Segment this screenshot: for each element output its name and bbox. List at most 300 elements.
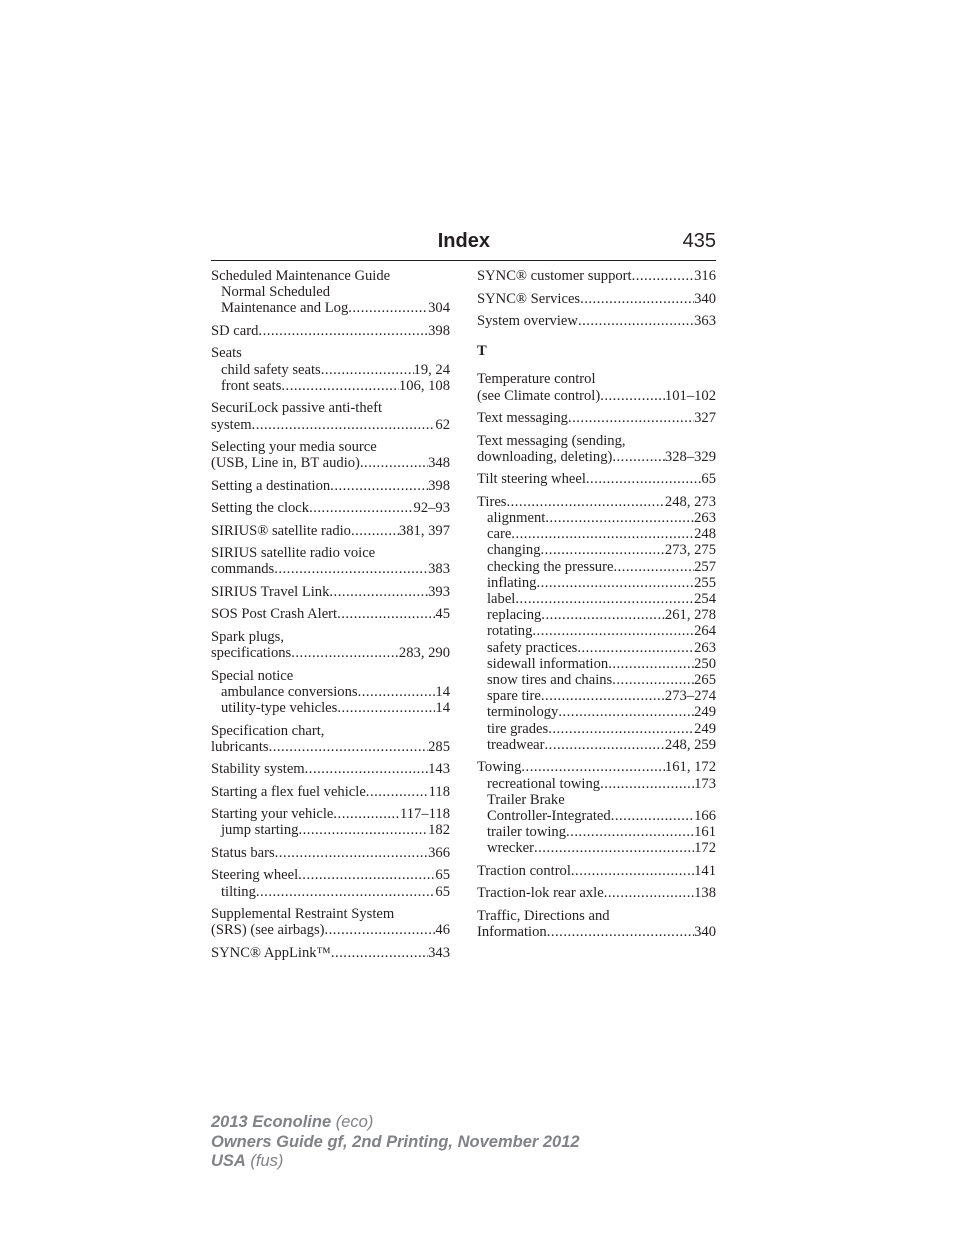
index-entry	[477, 371, 716, 403]
index-term: trailer towing	[487, 824, 567, 841]
dot-leader	[258, 323, 428, 339]
index-term: SIRIUS Travel Link	[211, 583, 330, 600]
index-term: Temperature control	[477, 371, 596, 388]
dot-leader	[547, 924, 694, 940]
index-term-line	[211, 784, 450, 800]
dot-leader	[351, 523, 399, 539]
index-term: recreational towing	[487, 775, 601, 792]
dot-leader	[506, 494, 664, 510]
dot-leader	[566, 824, 694, 840]
index-term: wrecker	[487, 840, 534, 857]
index-term: ambulance conversions	[221, 683, 358, 700]
index-page-ref: 141	[694, 862, 716, 879]
index-page-ref: 19, 24	[413, 361, 450, 378]
index-term-line	[477, 410, 716, 426]
index-page-ref: 101–102	[664, 387, 716, 404]
index-term: downloading, deleting)	[477, 448, 613, 465]
index-entry	[477, 494, 716, 753]
index-term-line	[211, 439, 450, 455]
index-entry	[211, 400, 450, 432]
right-s-entries	[477, 268, 716, 329]
index-subentry	[211, 362, 450, 378]
index-term: Special notice	[211, 667, 294, 684]
index-column-right	[477, 268, 716, 947]
index-page-ref: 363	[694, 313, 716, 329]
dot-leader	[604, 885, 694, 901]
dot-leader	[541, 688, 665, 704]
dot-leader	[337, 700, 435, 716]
index-page-ref: 340	[694, 290, 716, 307]
index-page-ref: 304	[428, 300, 450, 317]
dot-leader	[541, 542, 665, 558]
dot-leader	[577, 640, 694, 656]
index-term: Steering wheel	[211, 867, 299, 884]
index-page-ref: 327	[694, 410, 716, 427]
index-page-ref: 340	[694, 924, 716, 941]
index-term: commands	[211, 561, 275, 578]
index-term: system	[211, 416, 252, 433]
index-term: Status bars	[211, 844, 275, 861]
dot-leader	[612, 672, 694, 688]
index-subentry	[477, 721, 716, 737]
index-subentry	[477, 623, 716, 639]
index-term-line	[477, 268, 716, 284]
index-entry	[211, 345, 450, 394]
index-term: Towing	[477, 759, 522, 776]
index-term-line	[477, 908, 716, 924]
index-term-line	[211, 945, 450, 961]
index-subentry	[477, 808, 716, 824]
index-term: Tilt steering wheel	[477, 471, 586, 488]
dot-leader	[298, 822, 428, 838]
dot-leader	[536, 575, 694, 591]
index-term-line	[477, 388, 716, 404]
index-term: front seats	[221, 377, 282, 394]
index-page-ref: 14	[435, 700, 450, 717]
index-term: changing	[487, 542, 541, 559]
index-subentry	[477, 737, 716, 753]
index-term-line	[477, 759, 716, 775]
index-subentry	[477, 510, 716, 526]
index-term: Trailer Brake	[487, 791, 565, 808]
left-entries	[211, 268, 450, 961]
index-term: lubricants	[211, 738, 269, 755]
footer-printing: Owners Guide gf, 2nd Printing, November 2012	[211, 1132, 580, 1151]
index-term-line	[477, 433, 716, 449]
index-term-line	[211, 268, 450, 284]
index-term: SOS Post Crash Alert	[211, 606, 338, 623]
index-term: (USB, Line in, BT audio)	[211, 455, 360, 472]
index-page-ref: 263	[694, 639, 716, 656]
dot-leader	[545, 510, 694, 526]
index-term: Setting a destination	[211, 477, 331, 494]
index-entry	[477, 410, 716, 426]
index-entry	[211, 629, 450, 661]
index-page-ref: 273–274	[664, 688, 716, 705]
index-term: sidewall information	[487, 655, 609, 672]
index-entry	[211, 584, 450, 600]
index-term-line	[211, 545, 450, 561]
index-term-line	[211, 845, 450, 861]
index-subentry	[211, 284, 450, 300]
index-term: Traction control	[477, 862, 571, 879]
dot-leader	[611, 808, 694, 824]
dot-leader	[580, 291, 694, 307]
index-subentry	[477, 824, 716, 840]
index-term: SYNC® AppLink™	[211, 944, 331, 961]
index-page-ref: 249	[694, 704, 716, 721]
index-subentry	[477, 559, 716, 575]
index-term: specifications	[211, 645, 292, 662]
index-term: Text messaging (sending,	[477, 432, 626, 449]
index-entry	[211, 323, 450, 339]
index-term: SIRIUS® satellite radio	[211, 522, 351, 539]
index-page-ref: 166	[694, 807, 716, 824]
dot-leader	[511, 526, 694, 542]
dot-leader	[321, 362, 414, 378]
index-subentry	[477, 575, 716, 591]
index-term-line	[211, 323, 450, 339]
index-term-line	[477, 371, 716, 387]
index-term-line	[211, 645, 450, 661]
dot-leader	[632, 268, 695, 284]
index-term: Stability system	[211, 761, 305, 778]
index-entry	[211, 906, 450, 938]
index-page-ref: 45	[435, 606, 450, 623]
index-page-ref: 398	[428, 477, 450, 494]
index-term: utility-type vehicles	[221, 700, 338, 717]
index-term: checking the pressure	[487, 558, 614, 575]
index-term-line	[211, 606, 450, 622]
index-entry	[477, 471, 716, 487]
dot-leader	[331, 945, 428, 961]
index-term: Specification chart,	[211, 722, 325, 739]
index-subentry	[477, 840, 716, 856]
dot-leader	[600, 776, 694, 792]
dot-leader	[348, 300, 428, 316]
footer-model: 2013 Econoline	[211, 1113, 332, 1131]
index-subentry	[477, 607, 716, 623]
index-term-line	[477, 449, 716, 465]
index-term: rotating	[487, 623, 533, 640]
index-page-ref: 249	[694, 720, 716, 737]
index-term-line	[477, 863, 716, 879]
page-header	[211, 230, 716, 261]
index-page-ref: 92–93	[413, 500, 450, 517]
dot-leader	[521, 759, 665, 775]
dot-leader	[269, 739, 429, 755]
index-term-line	[477, 291, 716, 307]
dot-leader	[613, 559, 694, 575]
index-term-line	[211, 584, 450, 600]
index-entry	[211, 268, 450, 317]
index-page-ref: 65	[435, 867, 450, 884]
index-term: Traction-lok rear axle	[477, 885, 604, 902]
dot-leader	[515, 591, 694, 607]
index-page-ref: 65	[435, 883, 450, 900]
index-term: Text messaging	[477, 410, 568, 427]
dot-leader	[256, 884, 436, 900]
index-subentry	[211, 884, 450, 900]
page-number: 435	[682, 230, 716, 252]
index-page-ref: 161	[694, 824, 716, 841]
index-page-ref: 316	[694, 268, 716, 284]
index-term-line	[211, 455, 450, 471]
index-page-ref: 261, 278	[664, 607, 716, 624]
dot-leader	[568, 410, 694, 426]
dot-leader	[541, 607, 665, 623]
dot-leader	[252, 417, 436, 433]
index-term: SecuriLock passive anti-theft	[211, 400, 383, 417]
index-term: child safety seats	[221, 361, 321, 378]
index-entry	[477, 908, 716, 940]
index-term: Selecting your media source	[211, 439, 377, 456]
index-page-ref: 255	[694, 574, 716, 591]
index-term: Traffic, Directions and	[477, 907, 610, 924]
index-term-line	[211, 922, 450, 938]
index-page-ref: 161, 172	[664, 759, 716, 776]
index-page-ref: 398	[428, 322, 450, 339]
index-term-line	[211, 561, 450, 577]
index-term: Normal Scheduled	[221, 284, 331, 301]
index-page-ref: 173	[694, 775, 716, 792]
index-term: label	[487, 591, 516, 608]
dot-leader	[545, 737, 665, 753]
index-term: SIRIUS satellite radio voice	[211, 545, 376, 562]
index-term-line	[211, 400, 450, 416]
index-page-ref: 257	[694, 558, 716, 575]
index-entry	[477, 291, 716, 307]
dot-leader	[548, 721, 694, 737]
dot-leader	[337, 606, 435, 622]
index-term-line	[211, 629, 450, 645]
dot-leader	[281, 378, 399, 394]
index-page-ref: 250	[694, 655, 716, 672]
index-page-ref: 283, 290	[398, 645, 450, 662]
index-entry	[211, 845, 450, 861]
index-term: inflating	[487, 574, 537, 591]
index-entry	[211, 945, 450, 961]
index-page-ref: 343	[428, 944, 450, 961]
index-page-ref: 285	[428, 738, 450, 755]
index-term: Seats	[211, 345, 242, 362]
index-page-ref: 393	[428, 583, 450, 600]
dot-leader	[534, 840, 694, 856]
index-entry	[211, 761, 450, 777]
dot-leader	[600, 388, 665, 404]
index-term: safety practices	[487, 639, 578, 656]
index-term: Starting a flex fuel vehicle	[211, 783, 366, 800]
dot-leader	[366, 784, 429, 800]
index-subentry	[211, 378, 450, 394]
index-subentry	[477, 526, 716, 542]
index-page-ref: 62	[435, 416, 450, 433]
section-letter: T	[477, 343, 487, 360]
index-subentry	[477, 688, 716, 704]
index-term-line	[477, 924, 716, 940]
index-term: Spark plugs,	[211, 628, 284, 645]
index-page-ref: 14	[435, 683, 450, 700]
index-subentry	[211, 822, 450, 838]
index-subentry	[477, 656, 716, 672]
index-entry	[211, 806, 450, 838]
index-subentry	[477, 640, 716, 656]
index-page-ref: 264	[694, 623, 716, 640]
index-term-line	[477, 471, 716, 487]
index-page-ref: 273, 275	[664, 542, 716, 559]
footer-market: USA	[211, 1152, 246, 1170]
index-page-ref: 366	[428, 844, 450, 861]
index-term-line	[477, 494, 716, 510]
index-page-ref: 383	[428, 561, 450, 578]
index-term-line	[477, 885, 716, 901]
index-term-line	[211, 668, 450, 684]
index-entry	[211, 606, 450, 622]
index-term-line	[211, 867, 450, 883]
index-term-line	[211, 739, 450, 755]
index-term: replacing	[487, 607, 542, 624]
index-term: SD card	[211, 322, 259, 339]
index-entry	[211, 523, 450, 539]
index-term: alignment	[487, 510, 546, 527]
index-term: Setting the clock	[211, 500, 310, 517]
page-title: Index	[437, 230, 490, 252]
index-term: terminology	[487, 704, 559, 721]
dot-leader	[305, 761, 428, 777]
index-term: Starting your vehicle	[211, 806, 334, 823]
index-entry	[477, 433, 716, 465]
index-entry	[477, 885, 716, 901]
index-page-ref: 254	[694, 591, 716, 608]
dot-leader	[291, 645, 399, 661]
dot-leader	[612, 449, 665, 465]
index-entry	[477, 863, 716, 879]
index-term: System overview	[477, 313, 578, 329]
index-term: Controller-Integrated	[487, 807, 611, 824]
index-page-ref: 265	[694, 672, 716, 689]
index-entry	[211, 723, 450, 755]
index-term: snow tires and chains	[487, 672, 613, 689]
index-entry	[211, 439, 450, 471]
dot-leader	[333, 806, 400, 822]
dot-leader	[274, 561, 428, 577]
index-subentry	[477, 792, 716, 808]
index-subentry	[211, 684, 450, 700]
index-page-ref: 46	[435, 922, 450, 939]
index-entry	[211, 478, 450, 494]
dot-leader	[532, 623, 694, 639]
index-term: Supplemental Restraint System	[211, 906, 395, 923]
right-t-entries	[477, 371, 716, 940]
index-entry	[211, 668, 450, 717]
index-term: SYNC® customer support	[477, 268, 632, 284]
dot-leader	[298, 867, 435, 883]
dot-leader	[608, 656, 694, 672]
index-subentry	[477, 591, 716, 607]
dot-leader	[330, 478, 428, 494]
index-page-ref: 138	[694, 885, 716, 902]
page-footer	[211, 1113, 580, 1172]
index-term-line	[211, 417, 450, 433]
index-page-ref: 328–329	[664, 448, 716, 465]
dot-leader	[571, 863, 694, 879]
index-entry	[477, 313, 716, 329]
index-term-line	[211, 723, 450, 739]
dot-leader	[558, 704, 694, 720]
index-term-line	[211, 806, 450, 822]
index-subentry	[477, 776, 716, 792]
index-page-ref: 106, 108	[398, 377, 450, 394]
index-page-ref: 381, 397	[398, 522, 450, 539]
index-term: (see Climate control)	[477, 387, 601, 404]
index-page-ref: 248, 273	[664, 493, 716, 510]
index-term: Information	[477, 924, 547, 941]
footer-model-code: (eco)	[331, 1113, 374, 1131]
index-term-line	[211, 523, 450, 539]
index-term: SYNC® Services	[477, 290, 581, 307]
dot-leader	[329, 584, 428, 600]
index-page-ref: 143	[428, 761, 450, 778]
index-term-line	[211, 345, 450, 361]
index-term-line	[211, 761, 450, 777]
index-page-ref: 348	[428, 455, 450, 472]
index-page-ref: 263	[694, 510, 716, 527]
index-page-ref: 248	[694, 526, 716, 543]
index-column-left	[211, 268, 450, 967]
index-term-line	[477, 313, 716, 329]
index-entry	[211, 545, 450, 577]
index-term: care	[487, 526, 512, 543]
index-term: Scheduled Maintenance Guide	[211, 268, 391, 284]
dot-leader	[275, 845, 428, 861]
index-entry	[477, 759, 716, 856]
dot-leader	[358, 684, 436, 700]
index-term: Tires	[477, 493, 507, 510]
index-subentry	[477, 704, 716, 720]
index-subentry	[211, 700, 450, 716]
index-subentry	[477, 672, 716, 688]
index-entry	[211, 867, 450, 899]
index-entry	[211, 784, 450, 800]
index-term: jump starting	[221, 822, 299, 839]
index-term-line	[211, 906, 450, 922]
index-page-ref: 182	[428, 822, 450, 839]
dot-leader	[309, 500, 413, 516]
index-term: tire grades	[487, 720, 549, 737]
index-term: spare tire	[487, 688, 541, 705]
index-subentry	[211, 300, 450, 316]
index-term: Maintenance and Log	[221, 300, 349, 317]
index-term: (SRS) (see airbags)	[211, 922, 325, 939]
index-page-ref: 248, 259	[664, 736, 716, 753]
dot-leader	[324, 922, 435, 938]
dot-leader	[586, 471, 702, 487]
footer-market-code: (fus)	[245, 1152, 284, 1170]
index-term: tilting	[221, 883, 256, 900]
index-page-ref: 117–118	[400, 806, 450, 823]
index-subentry	[477, 542, 716, 558]
index-entry	[211, 500, 450, 516]
dot-leader	[360, 455, 428, 471]
index-term-line	[211, 478, 450, 494]
index-entry	[477, 268, 716, 284]
dot-leader	[578, 313, 694, 329]
index-page-ref: 65	[701, 471, 716, 488]
index-page-ref: 172	[694, 840, 716, 857]
index-page-ref: 118	[428, 783, 450, 800]
index-term: treadwear	[487, 736, 545, 753]
index-term-line	[211, 500, 450, 516]
